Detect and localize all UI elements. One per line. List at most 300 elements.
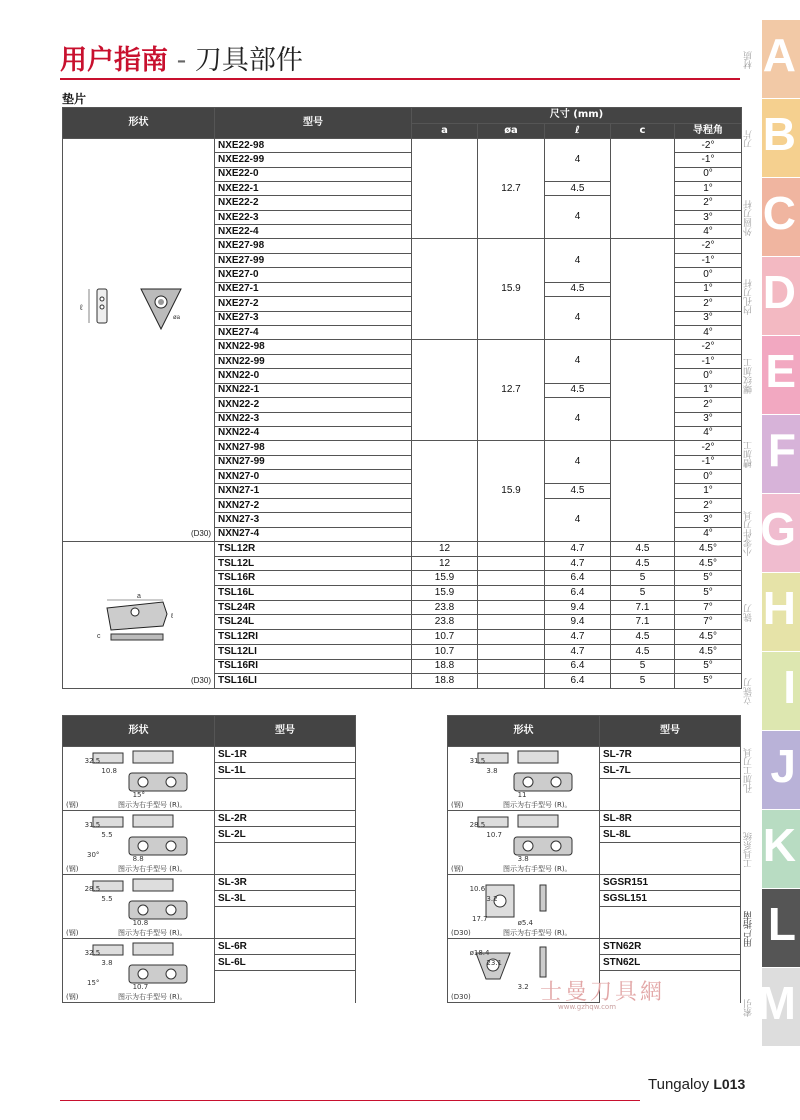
l-cell: 4: [545, 196, 611, 239]
l-cell: 9.4: [545, 600, 611, 615]
side-tab-c[interactable]: [744, 178, 800, 256]
lead-cell: 0°: [675, 167, 742, 181]
dimension-label: 3.8: [486, 767, 498, 775]
footer-rule: [60, 1100, 640, 1101]
l-cell: 4: [545, 239, 611, 282]
shim-shape-cell: [63, 875, 215, 939]
lead-cell: 2°: [675, 297, 742, 312]
lead-cell: -2°: [675, 441, 742, 456]
model-cell: SGSL151: [600, 891, 741, 907]
side-tab-letter: G: [760, 503, 796, 555]
lead-cell: 1°: [675, 282, 742, 296]
dimension-label: 10.6: [469, 885, 486, 893]
figure-caption: 图示为右手型号 (R)。: [118, 865, 187, 873]
phi-a-cell: 12.7: [478, 139, 545, 239]
lead-cell: 2°: [675, 196, 742, 211]
model-cell: SL-3L: [215, 891, 356, 907]
model-cell: STN62R: [600, 939, 741, 955]
model-cell: NXN22-98: [215, 340, 412, 355]
dimension-label: 8.8: [132, 855, 144, 863]
model-cell: SGSR151: [600, 875, 741, 891]
model-cell: NXE27-2: [215, 297, 412, 312]
title-rule: [60, 78, 740, 80]
empty-cell: [215, 971, 356, 987]
empty-cell: [215, 923, 356, 939]
dimension-label: 10.8: [101, 767, 117, 775]
side-tab-letter: F: [767, 424, 796, 476]
left-header-shape: 形状: [63, 716, 215, 747]
shim-shape-cell: [63, 811, 215, 875]
c-cell: 4.5: [611, 630, 675, 645]
phi-a-cell: 15.9: [478, 441, 545, 542]
model-cell: TSL24R: [215, 600, 412, 615]
lead-cell: 4.5°: [675, 630, 742, 645]
insert-shim-drawing: [63, 139, 215, 542]
side-tab-letter: C: [762, 187, 796, 239]
a-cell: 23.8: [412, 600, 478, 615]
watermark-url: www.gzhqw.com: [558, 1003, 617, 1011]
lead-cell: 1°: [675, 484, 742, 498]
c-cell: [611, 139, 675, 239]
side-tab-l[interactable]: [744, 889, 800, 967]
material-note: (D30): [190, 676, 211, 685]
material-label: (D30): [451, 929, 471, 937]
phi-a-cell: [478, 659, 545, 674]
empty-cell: [215, 859, 356, 875]
lead-cell: -1°: [675, 455, 742, 469]
lead-cell: 1°: [675, 383, 742, 397]
model-cell: NXN22-2: [215, 397, 412, 412]
svg-text:a: a: [137, 593, 141, 600]
model-cell: NXN27-98: [215, 441, 412, 456]
header-model: 型号: [215, 108, 412, 139]
table-row: [63, 139, 742, 153]
lead-cell: 4°: [675, 325, 742, 339]
model-cell: NXN22-1: [215, 383, 412, 397]
empty-cell: [600, 779, 741, 795]
phi-a-cell: 15.9: [478, 239, 545, 340]
side-tab-letter: H: [762, 582, 796, 634]
model-cell: SL-2R: [215, 811, 356, 827]
c-cell: 5: [611, 659, 675, 674]
side-tab-label: 螺纹加工: [744, 358, 754, 394]
right-header-shape: 形状: [448, 716, 600, 747]
lead-cell: 4°: [675, 527, 742, 541]
dimension-label: ø5.4: [517, 919, 534, 927]
side-tab-label: 索引: [744, 999, 754, 1017]
shim-shape-cell: [63, 939, 215, 1003]
table-row: [448, 811, 741, 827]
a-cell: 15.9: [412, 586, 478, 601]
dimension-label: 15°: [132, 791, 146, 799]
a-cell: 10.7: [412, 644, 478, 659]
model-cell: NXE27-98: [215, 239, 412, 254]
phi-a-cell: [478, 542, 545, 557]
model-cell: NXE22-3: [215, 210, 412, 224]
lead-cell: 0°: [675, 268, 742, 282]
model-cell: NXN27-1: [215, 484, 412, 498]
table-row: [448, 939, 741, 955]
empty-cell: [215, 779, 356, 795]
header-c: c: [611, 123, 675, 139]
model-cell: NXE22-98: [215, 139, 412, 153]
header-shape: 形状: [63, 108, 215, 139]
c-cell: [611, 340, 675, 441]
model-cell: TSL16LI: [215, 674, 412, 689]
dimension-label: 3.2: [486, 895, 498, 903]
lead-cell: 3°: [675, 513, 742, 527]
side-tab-letter: B: [762, 108, 796, 160]
model-cell: SL-3R: [215, 875, 356, 891]
model-cell: NXN22-4: [215, 426, 412, 440]
svg-text:ℓ: ℓ: [171, 613, 174, 620]
empty-cell: [215, 795, 356, 811]
l-cell: 6.4: [545, 659, 611, 674]
dimension-label: 3.2: [517, 983, 529, 991]
side-tab-j[interactable]: [744, 731, 800, 809]
side-tab-a[interactable]: [744, 20, 800, 98]
title-main: 用户指南: [60, 45, 168, 76]
dimension-label: 10.7: [132, 983, 149, 991]
model-cell: SL-6R: [215, 939, 356, 955]
phi-a-cell: [478, 586, 545, 601]
model-cell: SL-2L: [215, 827, 356, 843]
l-cell: 4.7: [545, 542, 611, 557]
model-cell: NXE22-4: [215, 225, 412, 239]
lead-cell: 5°: [675, 571, 742, 586]
title-sub: 刀具部件: [194, 45, 303, 76]
a-cell: [412, 340, 478, 441]
model-cell: NXE22-2: [215, 196, 412, 211]
empty-cell: [215, 987, 356, 1003]
table-row: [63, 875, 356, 891]
model-cell: NXN27-4: [215, 527, 412, 541]
l-cell: 4.5: [545, 484, 611, 498]
model-cell: NXN27-3: [215, 513, 412, 527]
lead-cell: 3°: [675, 412, 742, 426]
model-cell: TSL24L: [215, 615, 412, 630]
material-label: (钢): [66, 993, 79, 1001]
model-cell: SL-1L: [215, 763, 356, 779]
l-cell: 4: [545, 297, 611, 340]
model-cell: NXN22-0: [215, 369, 412, 383]
dimension-label: 28.5: [84, 885, 101, 893]
a-cell: [412, 139, 478, 239]
header-lead: 导程角: [675, 123, 742, 139]
lead-cell: -1°: [675, 354, 742, 368]
header-size: 尺寸 (mm): [412, 108, 742, 124]
side-tab-label: 刀片: [744, 130, 754, 148]
figure-caption: 图示为右手型号 (R)。: [503, 929, 572, 937]
dimension-label: 3.8: [517, 855, 529, 863]
tsl-shim-drawing: [63, 542, 215, 689]
model-cell: SL-8R: [600, 811, 741, 827]
empty-cell: [600, 859, 741, 875]
right-header-model: 型号: [600, 716, 741, 747]
side-tab-k[interactable]: [744, 810, 800, 888]
model-cell: NXE27-0: [215, 268, 412, 282]
side-tab-h[interactable]: [744, 573, 800, 651]
model-cell: STN62L: [600, 955, 741, 971]
a-cell: 18.8: [412, 674, 478, 689]
phi-a-cell: [478, 571, 545, 586]
phi-a-cell: [478, 600, 545, 615]
side-tab-f[interactable]: [744, 415, 800, 493]
dimension-label: 23.1: [486, 959, 502, 967]
lead-cell: 4.5°: [675, 542, 742, 557]
a-cell: 12: [412, 542, 478, 557]
side-tab-label: 内孔刀杆: [744, 279, 754, 315]
side-tab-label: 铣刀: [744, 604, 754, 622]
dimension-label: 5.5: [101, 831, 113, 839]
l-cell: 6.4: [545, 674, 611, 689]
lead-cell: 0°: [675, 369, 742, 383]
footer-brand: Tungaloy: [648, 1076, 710, 1093]
lead-cell: 7°: [675, 600, 742, 615]
l-cell: 4.7: [545, 556, 611, 571]
lead-cell: -1°: [675, 153, 742, 167]
side-tab-letter: D: [762, 266, 796, 318]
l-cell: 4: [545, 498, 611, 541]
c-cell: 7.1: [611, 600, 675, 615]
material-label: (钢): [66, 801, 79, 809]
lead-cell: 3°: [675, 311, 742, 325]
material-label: (钢): [451, 801, 464, 809]
phi-a-cell: [478, 674, 545, 689]
empty-cell: [215, 907, 356, 923]
l-cell: 4.5: [545, 383, 611, 397]
a-cell: 12: [412, 556, 478, 571]
lead-cell: -2°: [675, 239, 742, 254]
shim-shape-cell: [448, 811, 600, 875]
main-table: [62, 107, 742, 689]
side-tab-label: 工具系统: [744, 832, 754, 868]
material-label: (钢): [66, 929, 79, 937]
a-cell: 23.8: [412, 615, 478, 630]
dimension-label: 28.5: [469, 821, 486, 829]
dimension-label: 10.7: [486, 831, 502, 839]
phi-a-cell: [478, 615, 545, 630]
lead-cell: 4°: [675, 225, 742, 239]
a-cell: 10.7: [412, 630, 478, 645]
lead-cell: -2°: [675, 139, 742, 153]
dimension-label: 31.5: [84, 821, 101, 829]
side-tab-b[interactable]: [744, 99, 800, 177]
model-cell: TSL16R: [215, 571, 412, 586]
material-note: (D30): [190, 529, 211, 538]
dimension-label: ø18.4: [469, 949, 490, 957]
dimension-label: 30°: [87, 851, 100, 859]
model-cell: NXE22-99: [215, 153, 412, 167]
model-cell: NXN27-99: [215, 455, 412, 469]
model-cell: NXE22-0: [215, 167, 412, 181]
table-row: [63, 542, 742, 557]
table-row: [448, 875, 741, 891]
l-cell: 4: [545, 441, 611, 484]
shim-shape-cell: [448, 747, 600, 811]
l-cell: 4.5: [545, 282, 611, 296]
figure-caption: 图示为右手型号 (R)。: [118, 801, 187, 809]
empty-cell: [600, 795, 741, 811]
model-cell: SL-7L: [600, 763, 741, 779]
dimension-label: 5.5: [101, 895, 113, 903]
model-cell: NXN22-3: [215, 412, 412, 426]
phi-a-cell: [478, 644, 545, 659]
c-cell: 4.5: [611, 556, 675, 571]
shim-shape-cell: [448, 875, 600, 939]
side-tab-letter: A: [762, 29, 796, 81]
side-tab-letter: L: [767, 898, 796, 950]
side-tab-d[interactable]: [744, 257, 800, 335]
material-label: (D30): [451, 993, 471, 1001]
model-cell: NXN27-0: [215, 470, 412, 484]
header-l: ℓ: [545, 123, 611, 139]
side-tab-label: 孔加工刀具: [744, 748, 754, 794]
dimension-label: 32.5: [84, 949, 101, 957]
dimension-label: 31.5: [469, 757, 486, 765]
dimension-label: 10.8: [132, 919, 149, 927]
side-tab-e[interactable]: [744, 336, 800, 414]
lead-cell: 5°: [675, 659, 742, 674]
tsl-shim-icon: [63, 542, 213, 684]
a-cell: 15.9: [412, 571, 478, 586]
shim-shape-cell: [63, 747, 215, 811]
dimension-label: 15°: [87, 979, 100, 987]
model-cell: TSL12RI: [215, 630, 412, 645]
figure-caption: 图示为右手型号 (R)。: [503, 865, 572, 873]
left-header-model: 型号: [215, 716, 356, 747]
right-shim-table: [447, 715, 741, 1003]
empty-cell: [600, 923, 741, 939]
lead-cell: 1°: [675, 181, 742, 195]
c-cell: 5: [611, 586, 675, 601]
a-cell: [412, 441, 478, 542]
model-cell: NXN27-2: [215, 498, 412, 513]
l-cell: 9.4: [545, 615, 611, 630]
watermark: 士曼刀具網: [540, 980, 666, 1005]
l-cell: 4: [545, 397, 611, 440]
lead-cell: 5°: [675, 586, 742, 601]
c-cell: 7.1: [611, 615, 675, 630]
svg-text:øa: øa: [173, 315, 181, 321]
phi-a-cell: 12.7: [478, 340, 545, 441]
l-cell: 4.5: [545, 181, 611, 195]
side-tab-letter: I: [783, 661, 796, 713]
svg-text:ℓ: ℓ: [80, 303, 83, 312]
side-tab-letter: J: [770, 740, 796, 792]
table-row: [63, 747, 356, 763]
model-cell: NXN22-99: [215, 354, 412, 368]
side-tab-label: 小零件刀具: [744, 511, 754, 557]
lead-cell: 4.5°: [675, 644, 742, 659]
model-cell: NXE27-1: [215, 282, 412, 296]
left-shim-table: [62, 715, 356, 1003]
side-tab-letter: K: [762, 819, 796, 871]
lead-cell: 4°: [675, 426, 742, 440]
side-tab-g[interactable]: [744, 494, 800, 572]
side-tab-label: 立铣刀: [744, 678, 754, 706]
figure-caption: 图示为右手型号 (R)。: [118, 929, 187, 937]
svg-text:c: c: [97, 633, 101, 640]
empty-cell: [215, 843, 356, 859]
material-label: (钢): [66, 865, 79, 873]
a-cell: [412, 239, 478, 340]
side-tab-label: 用户指南: [744, 911, 754, 947]
model-cell: TSL12LI: [215, 644, 412, 659]
page-title: [60, 38, 303, 77]
l-cell: 4: [545, 340, 611, 383]
side-tab-label: 槽加工: [744, 441, 754, 469]
side-tab-m[interactable]: [744, 968, 800, 1046]
model-cell: TSL12L: [215, 556, 412, 571]
c-cell: 5: [611, 674, 675, 689]
material-label: (钢): [451, 865, 464, 873]
section-title: 垫片: [62, 92, 87, 106]
phi-a-cell: [478, 556, 545, 571]
figure-caption: 图示为右手型号 (R)。: [118, 993, 187, 1001]
side-tab-letter: E: [765, 345, 796, 397]
dimension-label: 17.7: [472, 915, 488, 923]
c-cell: 4.5: [611, 542, 675, 557]
model-cell: TSL16L: [215, 586, 412, 601]
lead-cell: 5°: [675, 674, 742, 689]
model-cell: SL-7R: [600, 747, 741, 763]
model-cell: NXE27-3: [215, 311, 412, 325]
a-cell: 18.8: [412, 659, 478, 674]
header-a: a: [412, 123, 478, 139]
title-dash: -: [168, 45, 195, 76]
lead-cell: 2°: [675, 397, 742, 412]
model-cell: NXE22-1: [215, 181, 412, 195]
figure-caption: 图示为右手型号 (R)。: [503, 801, 572, 809]
c-cell: 5: [611, 571, 675, 586]
model-cell: SL-8L: [600, 827, 741, 843]
empty-cell: [600, 843, 741, 859]
model-cell: NXE27-4: [215, 325, 412, 339]
model-cell: NXE27-99: [215, 254, 412, 268]
lead-cell: 2°: [675, 498, 742, 513]
c-cell: [611, 239, 675, 340]
footer: [648, 1076, 745, 1093]
l-cell: 4.7: [545, 644, 611, 659]
side-tab-i[interactable]: [744, 652, 800, 730]
l-cell: 6.4: [545, 586, 611, 601]
model-cell: TSL16RI: [215, 659, 412, 674]
model-cell: SL-1R: [215, 747, 356, 763]
model-cell: SL-6L: [215, 955, 356, 971]
lead-cell: 7°: [675, 615, 742, 630]
side-tab-letter: M: [757, 977, 796, 1029]
dimension-label: 3.8: [101, 959, 113, 967]
lead-cell: -2°: [675, 340, 742, 355]
lead-cell: -1°: [675, 254, 742, 268]
lead-cell: 3°: [675, 210, 742, 224]
lead-cell: 0°: [675, 470, 742, 484]
l-cell: 4: [545, 139, 611, 182]
c-cell: 4.5: [611, 644, 675, 659]
table-row: [63, 811, 356, 827]
l-cell: 6.4: [545, 571, 611, 586]
dimension-label: 32.5: [84, 757, 101, 765]
phi-a-cell: [478, 630, 545, 645]
page-number: L013: [713, 1076, 746, 1092]
l-cell: 4.7: [545, 630, 611, 645]
c-cell: [611, 441, 675, 542]
nx-shim-icon: [63, 139, 213, 537]
empty-cell: [600, 907, 741, 923]
header-phi-a: øa: [478, 123, 545, 139]
side-tab-label: 材质: [744, 51, 754, 69]
